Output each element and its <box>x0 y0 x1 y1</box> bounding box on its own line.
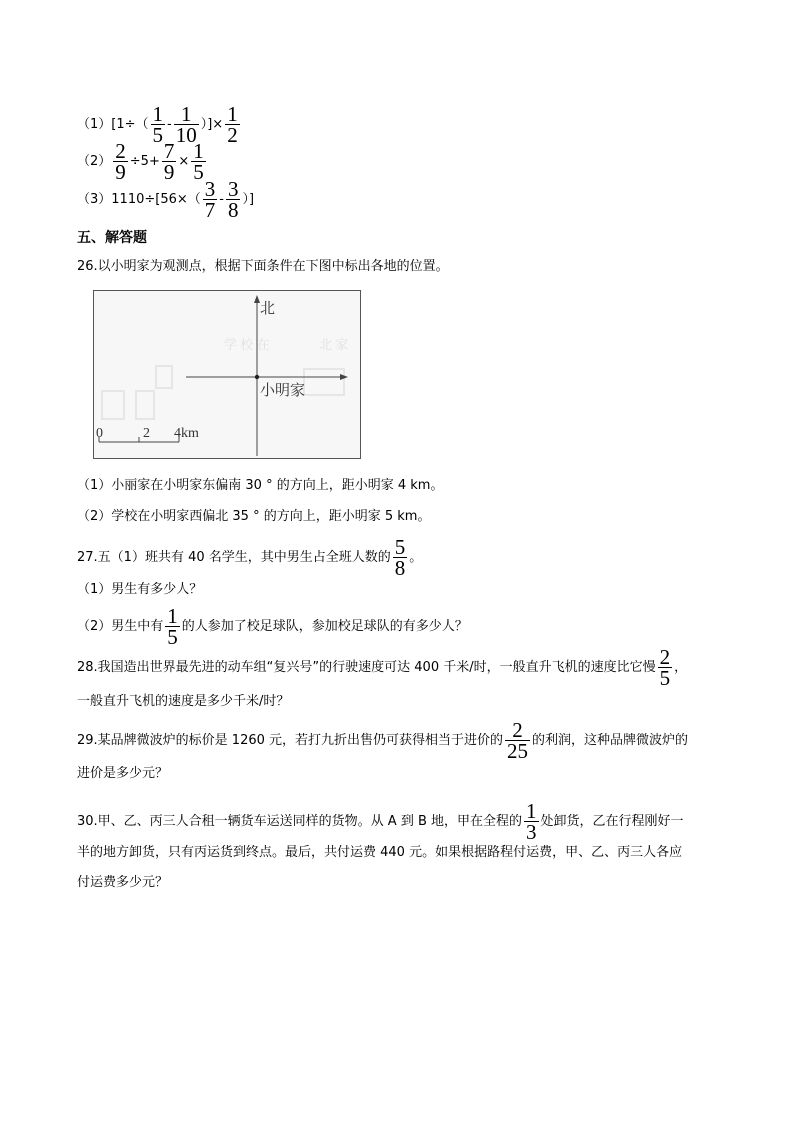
question-30: 30.甲、乙、丙三人合租一辆货车运送同样的货物。从 A 到 B 地，甲在全程的 $\frac{1}{3}$ 处卸货，乙在行程刚好一 <box>77 799 684 844</box>
question-27-part-2: （2）男生中有 $\frac{1}{5}$ 的人参加了校足球队，参加校足球队的有多少人？ <box>77 604 468 649</box>
svg-text:学 校 在: 学 校 在 <box>224 337 270 352</box>
question-29-line-2: 进价是多少元？ <box>77 766 169 781</box>
fraction: $\frac{1}{5}$ <box>167 604 178 649</box>
question-26-part-1: （1）小丽家在小明家东偏南 30 ° 的方向上，距小明家 4 km。 <box>77 478 444 493</box>
fraction: $\frac{3}{7}$ <box>204 177 216 222</box>
calc-item-1: （1）[1÷（ $\frac{1}{5}$ - $\frac{1}{10}$ ）]× $\frac{1}{2}$ <box>77 102 238 147</box>
calc-item-3: （3）1110÷[56×（ $\frac{3}{7}$ - $\frac{3}{8}$ ）] <box>77 177 255 222</box>
center-point <box>255 375 259 379</box>
scale-label-4km: 4km <box>174 426 199 441</box>
question-30-line-3: 付运费多少元？ <box>77 875 169 890</box>
center-label: 小明家 <box>260 383 306 399</box>
calc-item-2: （2） $\frac{2}{9}$ ÷5+ $\frac{7}{9}$ × $\frac{1}{5}$ <box>77 139 204 184</box>
question-30-line-2: 半的地方卸货，只有丙运货到终点。最后，共付运费 440 元。如果根据路程付运费，甲、乙、丙三人各应 <box>77 845 683 860</box>
svg-text:北 家: 北 家 <box>319 337 349 352</box>
fraction: $\frac{2}{9}$ <box>115 139 126 184</box>
section-heading: 五、解答题 <box>77 230 147 246</box>
question-27-part-1: （1）男生有多少人？ <box>77 582 203 597</box>
question-28-line-2: 一般直升飞机的速度是多少千米/时？ <box>77 694 290 709</box>
question-27: 27.五（1）班共有 40 名学生，其中男生占全班人数的 $\frac{5}{8}$ 。 <box>77 535 423 580</box>
fraction: $\frac{3}{8}$ <box>227 177 239 222</box>
north-label: 北 <box>260 301 276 317</box>
fraction: $\frac{7}{9}$ <box>163 139 175 184</box>
direction-diagram <box>93 290 361 459</box>
question-26: 26.以小明家为观测点，根据下面条件在下图中标出各地的位置。 <box>77 259 449 274</box>
scale-label-2: 2 <box>143 426 150 441</box>
direction-diagram-svg <box>94 291 360 458</box>
fraction: $\frac{1}{5}$ <box>193 139 204 184</box>
fraction: $\frac{1}{2}$ <box>227 102 238 147</box>
question-26-part-2: （2）学校在小明家西偏北 35 ° 的方向上，距小明家 5 km。 <box>77 509 431 524</box>
fraction: $\frac{2}{25}$ <box>507 718 529 763</box>
question-28: 28.我国造出世界最先进的动车组“复兴号”的行驶速度可达 400 千米/时，一般直升飞机的速度比它慢 $\frac{2}{5}$ ， <box>77 645 688 690</box>
fraction: $\frac{1}{10}$ <box>175 102 197 147</box>
fraction: $\frac{2}{5}$ <box>659 645 671 690</box>
fraction: $\frac{1}{3}$ <box>526 799 537 844</box>
scale-label-0: 0 <box>96 426 103 441</box>
fraction: $\frac{5}{8}$ <box>394 535 406 580</box>
fraction: $\frac{1}{5}$ <box>152 102 164 147</box>
question-29: 29.某品牌微波炉的标价是 1260 元，若打九折出售仍可获得相当于进价的 $\frac{2}{25}$ 的利润，这种品牌微波炉的 <box>77 718 689 763</box>
